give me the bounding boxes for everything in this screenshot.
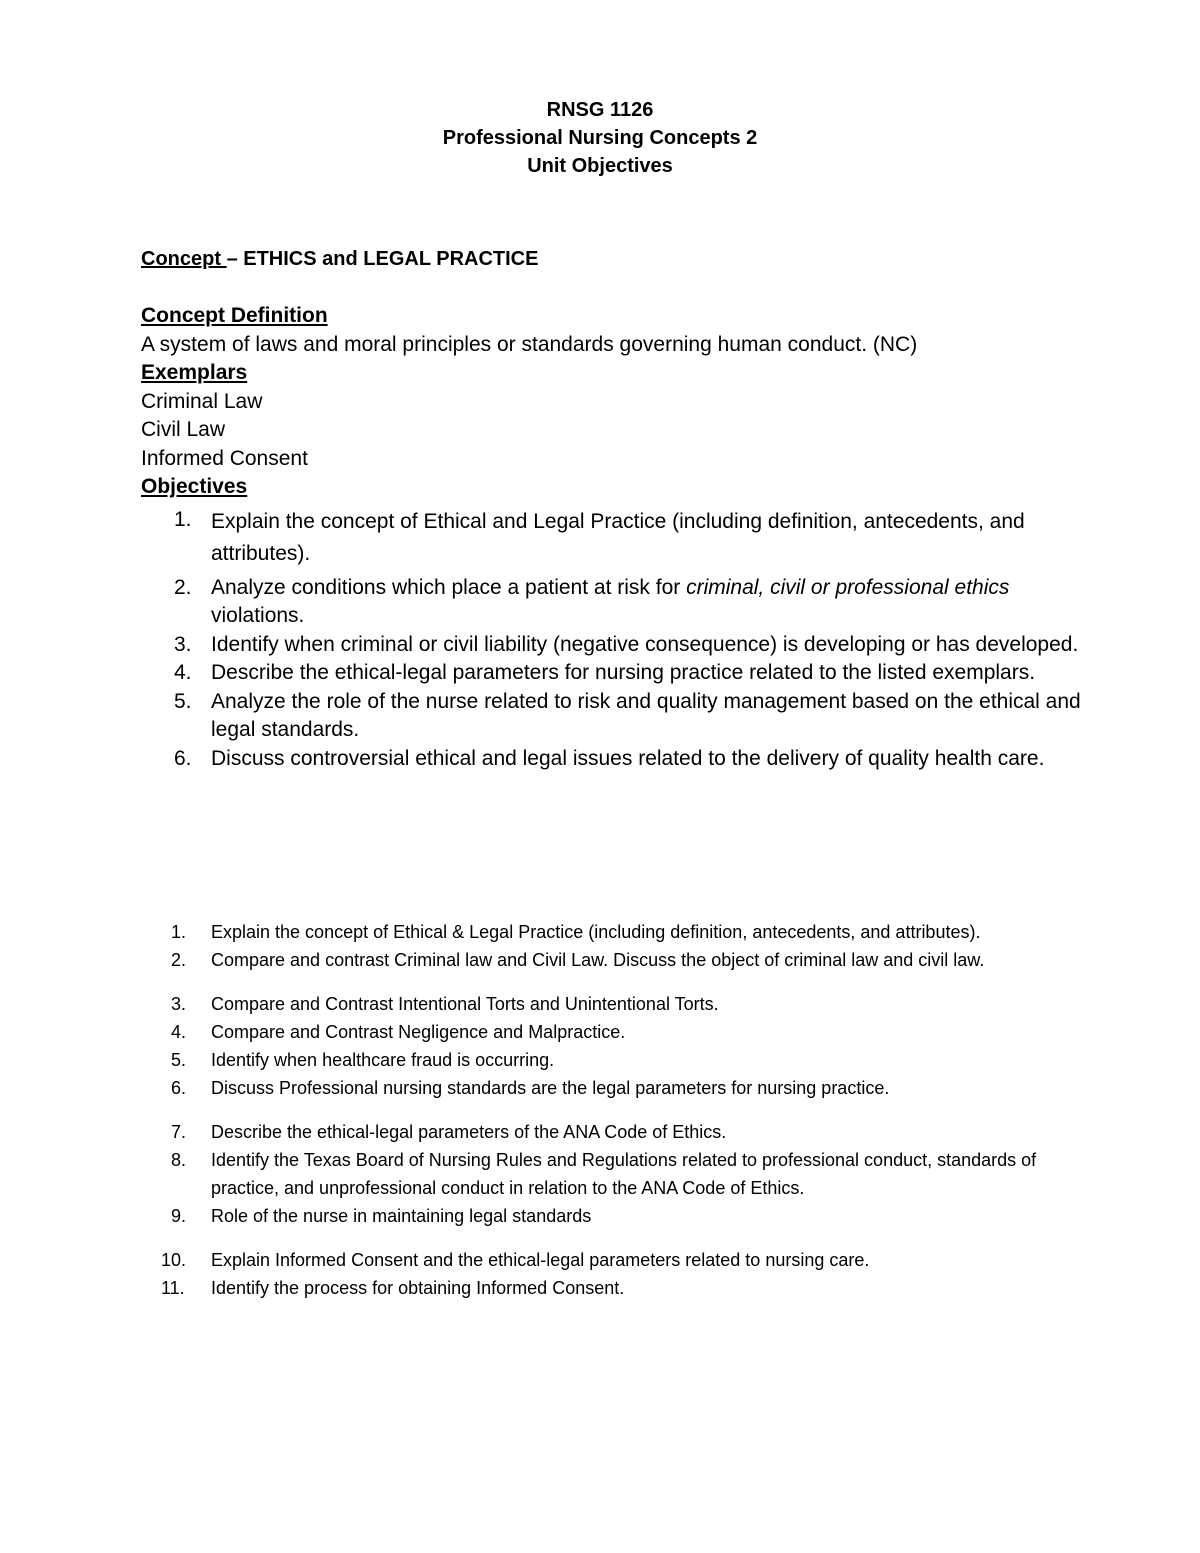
- concept-dash: –: [226, 248, 244, 270]
- detailed-objective-number: 4.: [171, 1022, 187, 1042]
- objective-text-post: violations.: [211, 604, 305, 627]
- course-title: Professional Nursing Concepts 2: [442, 127, 758, 149]
- detailed-objective-item: [141, 1274, 1091, 1302]
- objective-text-emphasis: criminal, civil or professional ethics: [686, 575, 1010, 599]
- concept-line: [141, 245, 1091, 274]
- objective-text: Describe the ethical-legal parameters for nursing practice related to the listed exemplars.: [211, 661, 1036, 684]
- detailed-objective-item: [141, 918, 1091, 946]
- objective-item: [141, 688, 1091, 745]
- detailed-objective-text: Describe the ethical-legal parameters of the ANA Code of Ethics.: [211, 1122, 727, 1142]
- detailed-objective-text: Compare and Contrast Intentional Torts and Unintentional Torts.: [211, 994, 719, 1014]
- detailed-objective-number: 1.: [171, 922, 187, 942]
- detailed-objective-text: Identify the process for obtaining Informed Consent.: [211, 1278, 625, 1298]
- detailed-objective-item: [141, 1202, 1091, 1230]
- exemplar-item: Criminal Law: [141, 389, 263, 413]
- detailed-objective-text: Compare and Contrast Negligence and Malpractice.: [211, 1022, 626, 1042]
- objective-number: 5.: [174, 689, 192, 713]
- objective-text: Identify when criminal or civil liability (negative consequence) is developing or has developed.: [211, 632, 1079, 656]
- detailed-objective-number: 11.: [161, 1278, 185, 1298]
- detailed-objective-item: [141, 1018, 1091, 1046]
- detailed-objective-item: [141, 946, 1091, 974]
- definition-block: [141, 302, 1091, 773]
- objective-item: [141, 659, 1091, 688]
- detailed-objective-text: Identify the Texas Board of Nursing Rules and Regulations related to professional conduct, standards of practice, and unprofessional conduct in relation to the ANA Code of Ethics.: [211, 1150, 1037, 1198]
- detailed-objective-number: 6.: [171, 1078, 187, 1098]
- concept-name: ETHICS and LEGAL PRACTICE: [243, 248, 539, 270]
- objective-number: 1.: [174, 507, 192, 531]
- detailed-objective-item: [141, 1074, 1091, 1102]
- detailed-objective-number: 7.: [171, 1122, 187, 1142]
- exemplar-item: Civil Law: [141, 418, 226, 441]
- detailed-objective-text: Explain the concept of Ethical & Legal Practice (including definition, antecedents, and attributes).: [211, 922, 981, 942]
- detailed-objective-number: 2.: [171, 950, 187, 970]
- objective-text: Analyze the role of the nurse related to risk and quality management based on the ethical and legal standards.: [211, 689, 1081, 741]
- objective-text: Discuss controversial ethical and legal issues related to the delivery of quality health care.: [211, 746, 1045, 770]
- detailed-objective-item: [141, 1046, 1091, 1074]
- objective-text: Explain the concept of Ethical and Legal Practice (including definition, antecedents, and attributes).: [211, 509, 1025, 565]
- detailed-objective-number: 10.: [161, 1250, 187, 1270]
- objective-item: [141, 574, 1091, 631]
- detailed-objectives: [141, 918, 1091, 1302]
- detailed-objective-item: [141, 1118, 1091, 1146]
- objective-item: [141, 631, 1091, 660]
- concept-label: Concept: [141, 248, 227, 270]
- detailed-objective-item: [141, 1246, 1091, 1274]
- detailed-objective-text: Explain Informed Consent and the ethical-legal parameters related to nursing care.: [211, 1250, 870, 1270]
- detailed-objective-number: 3.: [171, 994, 187, 1014]
- detailed-objectives-list: [141, 918, 1091, 1302]
- detailed-objective-number: 9.: [171, 1206, 187, 1226]
- exemplars-heading: Exemplars: [141, 361, 248, 384]
- objective-item: [141, 506, 1091, 570]
- objective-number: 4.: [174, 661, 192, 684]
- objective-number: 6.: [174, 746, 192, 770]
- detailed-objective-number: 5.: [171, 1050, 187, 1070]
- detailed-objective-item: [141, 990, 1091, 1018]
- exemplar-item: Informed Consent: [141, 446, 308, 470]
- objectives-list: [141, 506, 1091, 774]
- detailed-objective-text: Identify when healthcare fraud is occurring.: [211, 1050, 555, 1070]
- objective-number: 2.: [174, 575, 192, 599]
- detailed-objective-text: Compare and contrast Criminal law and Civil Law. Discuss the object of criminal law and civil law.: [211, 950, 985, 970]
- definition-heading: Concept Definition: [141, 304, 328, 327]
- detailed-objective-item: [141, 1146, 1091, 1202]
- objective-item: [141, 745, 1091, 774]
- detailed-objective-number: 8.: [171, 1150, 187, 1170]
- detailed-objective-text: Discuss Professional nursing standards are the legal parameters for nursing practice.: [211, 1078, 890, 1098]
- doc-title: Unit Objectives: [527, 155, 673, 177]
- definition-text: A system of laws and moral principles or standards governing human conduct. (NC): [141, 332, 918, 356]
- objective-text-pre: Analyze conditions which place a patient at risk for: [211, 575, 687, 599]
- detailed-objective-text: Role of the nurse in maintaining legal standards: [211, 1206, 592, 1226]
- course-code: RNSG 1126: [546, 99, 654, 121]
- objectives-heading: Objectives: [141, 475, 248, 498]
- document-header: [0, 96, 1200, 180]
- objective-number: 3.: [174, 632, 192, 656]
